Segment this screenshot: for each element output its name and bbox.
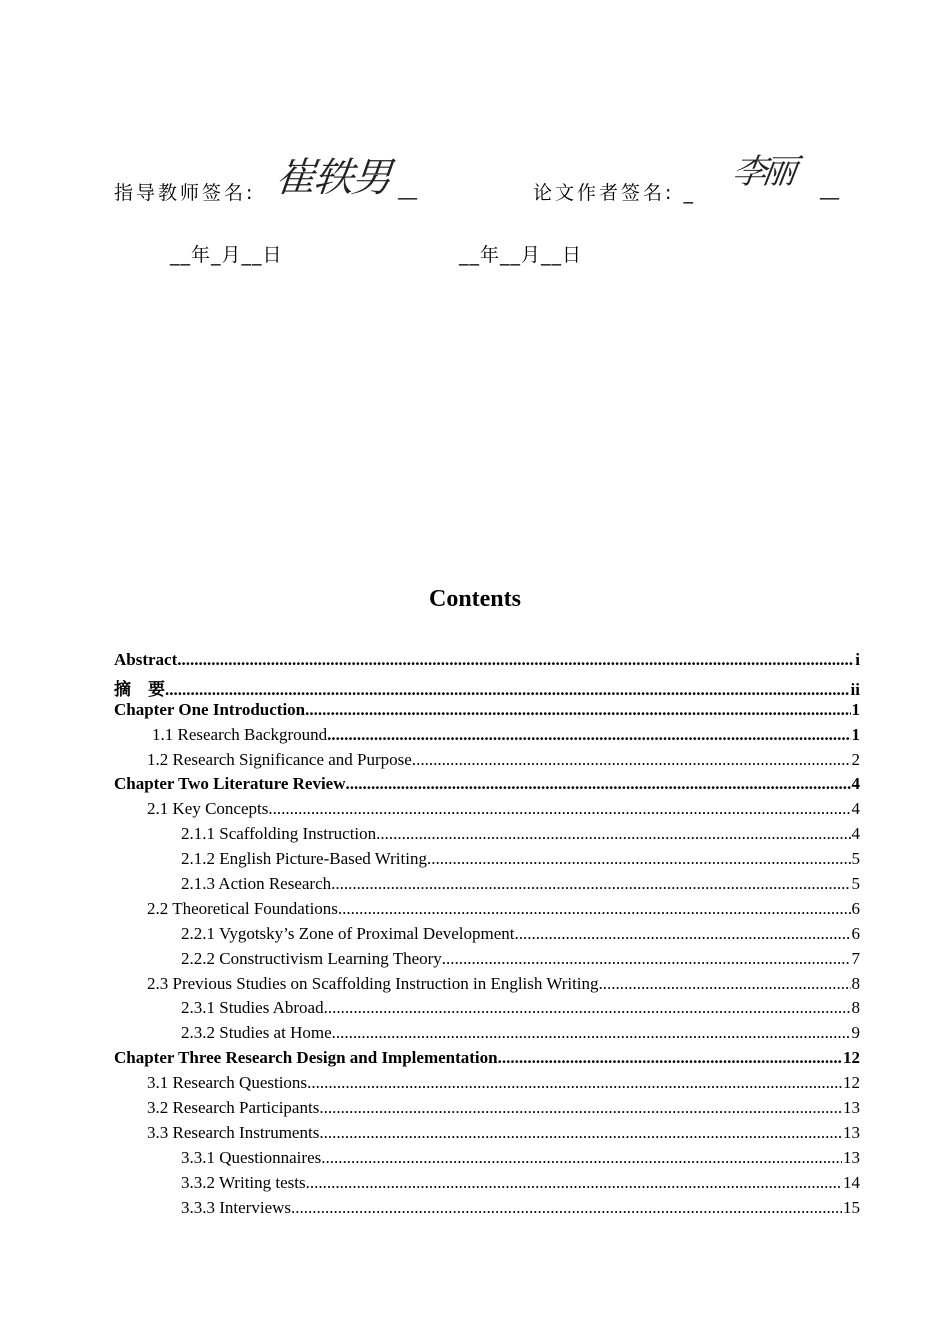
toc-entry[interactable] xyxy=(114,1173,860,1198)
toc-entry-page: 5 xyxy=(851,874,860,894)
toc-entry-page: 1 xyxy=(851,699,860,719)
advisor-date: __年_月__日 xyxy=(170,244,283,266)
toc-entry-label: 3.3.3 Interviews xyxy=(181,1197,292,1217)
toc-leader-dots xyxy=(177,650,854,670)
toc-entry-page: 1 xyxy=(851,724,860,744)
toc-entry-page: 8 xyxy=(851,998,860,1018)
toc-entry-page: ii xyxy=(850,679,860,699)
toc-entry[interactable] xyxy=(114,725,860,750)
toc-entry-label: 3.3.1 Questionnaires xyxy=(181,1147,322,1167)
toc-entry-label: 2.3.2 Studies at Home xyxy=(181,1023,332,1043)
toc-entry-label: 2.1.2 English Picture-Based Writing xyxy=(181,849,427,869)
toc-entry[interactable] xyxy=(114,650,860,675)
toc-leader-dots xyxy=(268,799,850,819)
toc-leader-dots xyxy=(165,680,850,700)
toc-leader-dots xyxy=(291,1198,842,1218)
toc-entry[interactable] xyxy=(114,1123,860,1148)
toc-leader-dots xyxy=(338,899,851,919)
toc-leader-dots xyxy=(346,774,851,794)
toc-entry-page: 4 xyxy=(851,774,860,794)
toc-entry-page: i xyxy=(855,650,860,669)
toc-entry[interactable] xyxy=(114,974,860,999)
toc-entry-label: 2.1 Key Concepts xyxy=(147,799,269,819)
toc-entry-label: 2.2 Theoretical Foundations xyxy=(147,898,338,918)
toc-leader-dots xyxy=(498,1048,842,1068)
toc-entry-page: 14 xyxy=(843,1172,860,1192)
toc-leader-dots xyxy=(319,1123,842,1143)
toc-entry[interactable] xyxy=(114,1023,860,1048)
toc-entry-label: 2.3 Previous Studies on Scaffolding Instruction in English Writing xyxy=(147,973,599,993)
toc-entry[interactable] xyxy=(114,824,860,849)
toc-entry[interactable] xyxy=(114,1098,860,1123)
toc-entry[interactable] xyxy=(114,924,860,949)
toc-entry[interactable] xyxy=(114,849,860,874)
toc-entry-label: 3.3.2 Writing tests xyxy=(181,1172,306,1192)
toc-leader-dots xyxy=(324,998,851,1018)
toc-leader-dots xyxy=(321,1148,842,1168)
toc-leader-dots xyxy=(376,824,850,844)
toc-entry-page: 13 xyxy=(843,1098,860,1118)
toc-leader-dots xyxy=(412,750,851,770)
toc-leader-dots xyxy=(331,874,850,894)
toc-entry-page: 5 xyxy=(851,849,860,869)
toc-entry-label: 2.1.1 Scaffolding Instruction xyxy=(181,824,377,844)
toc-entry-label: 3.2 Research Participants xyxy=(147,1098,320,1118)
author-signature-blank: __ xyxy=(820,178,839,200)
advisor-signature-blank: __ xyxy=(398,178,417,200)
toc-entry-page: 4 xyxy=(851,824,860,844)
toc-leader-dots xyxy=(427,849,851,869)
toc-leader-dots xyxy=(515,924,851,944)
toc-entry[interactable] xyxy=(114,1148,860,1173)
toc-entry-label: 2.2.2 Constructivism Learning Theory xyxy=(181,948,442,968)
toc-entry-label: 3.1 Research Questions xyxy=(147,1073,308,1093)
toc-leader-dots xyxy=(327,725,850,745)
toc-entry[interactable] xyxy=(114,1198,860,1223)
contents-title: Contents xyxy=(428,586,521,612)
toc-entry-page: 7 xyxy=(851,948,860,968)
toc-leader-dots xyxy=(442,949,851,969)
toc-entry-page: 12 xyxy=(843,1073,860,1093)
toc-entry-page: 15 xyxy=(843,1197,860,1217)
author-handwritten-signature: 李丽 xyxy=(729,152,796,192)
toc-leader-dots xyxy=(305,700,850,720)
toc-entry-page: 6 xyxy=(851,923,860,943)
table-of-contents xyxy=(114,650,860,1222)
toc-entry-label: Chapter One Introduction xyxy=(114,699,306,719)
toc-entry[interactable] xyxy=(114,1073,860,1098)
author-date: __年__月__日 xyxy=(459,244,583,266)
toc-leader-dots xyxy=(332,1023,851,1043)
toc-entry-page: 9 xyxy=(851,1023,860,1043)
toc-entry[interactable] xyxy=(114,874,860,899)
toc-entry-label: Chapter Two Literature Review xyxy=(114,774,346,794)
toc-entry[interactable] xyxy=(114,700,860,725)
toc-entry-label: 2.2.1 Vygotsky’s Zone of Proximal Development xyxy=(181,923,515,943)
toc-entry[interactable] xyxy=(114,799,860,824)
toc-entry[interactable] xyxy=(114,949,860,974)
toc-leader-dots xyxy=(307,1073,842,1093)
toc-entry-page: 13 xyxy=(843,1147,860,1167)
toc-entry-label: 3.3 Research Instruments xyxy=(147,1122,320,1142)
toc-entry-label: 2.1.3 Action Research xyxy=(181,874,332,894)
toc-entry-label: 摘 要 xyxy=(114,679,165,699)
toc-entry[interactable] xyxy=(114,750,860,775)
toc-entry-page: 2 xyxy=(851,749,860,769)
toc-entry-label: 2.3.1 Studies Abroad xyxy=(181,998,324,1018)
toc-entry-label: 1.2 Research Significance and Purpose xyxy=(147,749,412,769)
toc-entry-page: 13 xyxy=(843,1122,860,1142)
toc-entry[interactable] xyxy=(114,998,860,1023)
toc-entry[interactable] xyxy=(114,675,860,700)
toc-entry[interactable] xyxy=(114,899,860,924)
toc-leader-dots xyxy=(306,1173,842,1193)
advisor-handwritten-signature: 崔轶男 xyxy=(273,155,393,201)
toc-entry-label: 1.1 Research Background xyxy=(152,724,328,744)
toc-entry-page: 4 xyxy=(851,799,860,819)
toc-entry[interactable] xyxy=(114,1048,860,1073)
author-signature-label: 论文作者签名: _ xyxy=(533,182,696,204)
toc-entry-page: 6 xyxy=(851,898,860,918)
toc-entry-label: Abstract xyxy=(114,650,178,669)
toc-entry-label: Chapter Three Research Design and Implementation xyxy=(114,1048,498,1068)
toc-leader-dots xyxy=(599,974,851,994)
toc-entry[interactable] xyxy=(114,774,860,799)
advisor-signature-label: 指导教师签名: xyxy=(114,182,256,204)
toc-entry-page: 12 xyxy=(843,1048,860,1068)
toc-entry-page: 8 xyxy=(851,973,860,993)
toc-leader-dots xyxy=(319,1098,842,1118)
signature-row xyxy=(0,140,950,210)
